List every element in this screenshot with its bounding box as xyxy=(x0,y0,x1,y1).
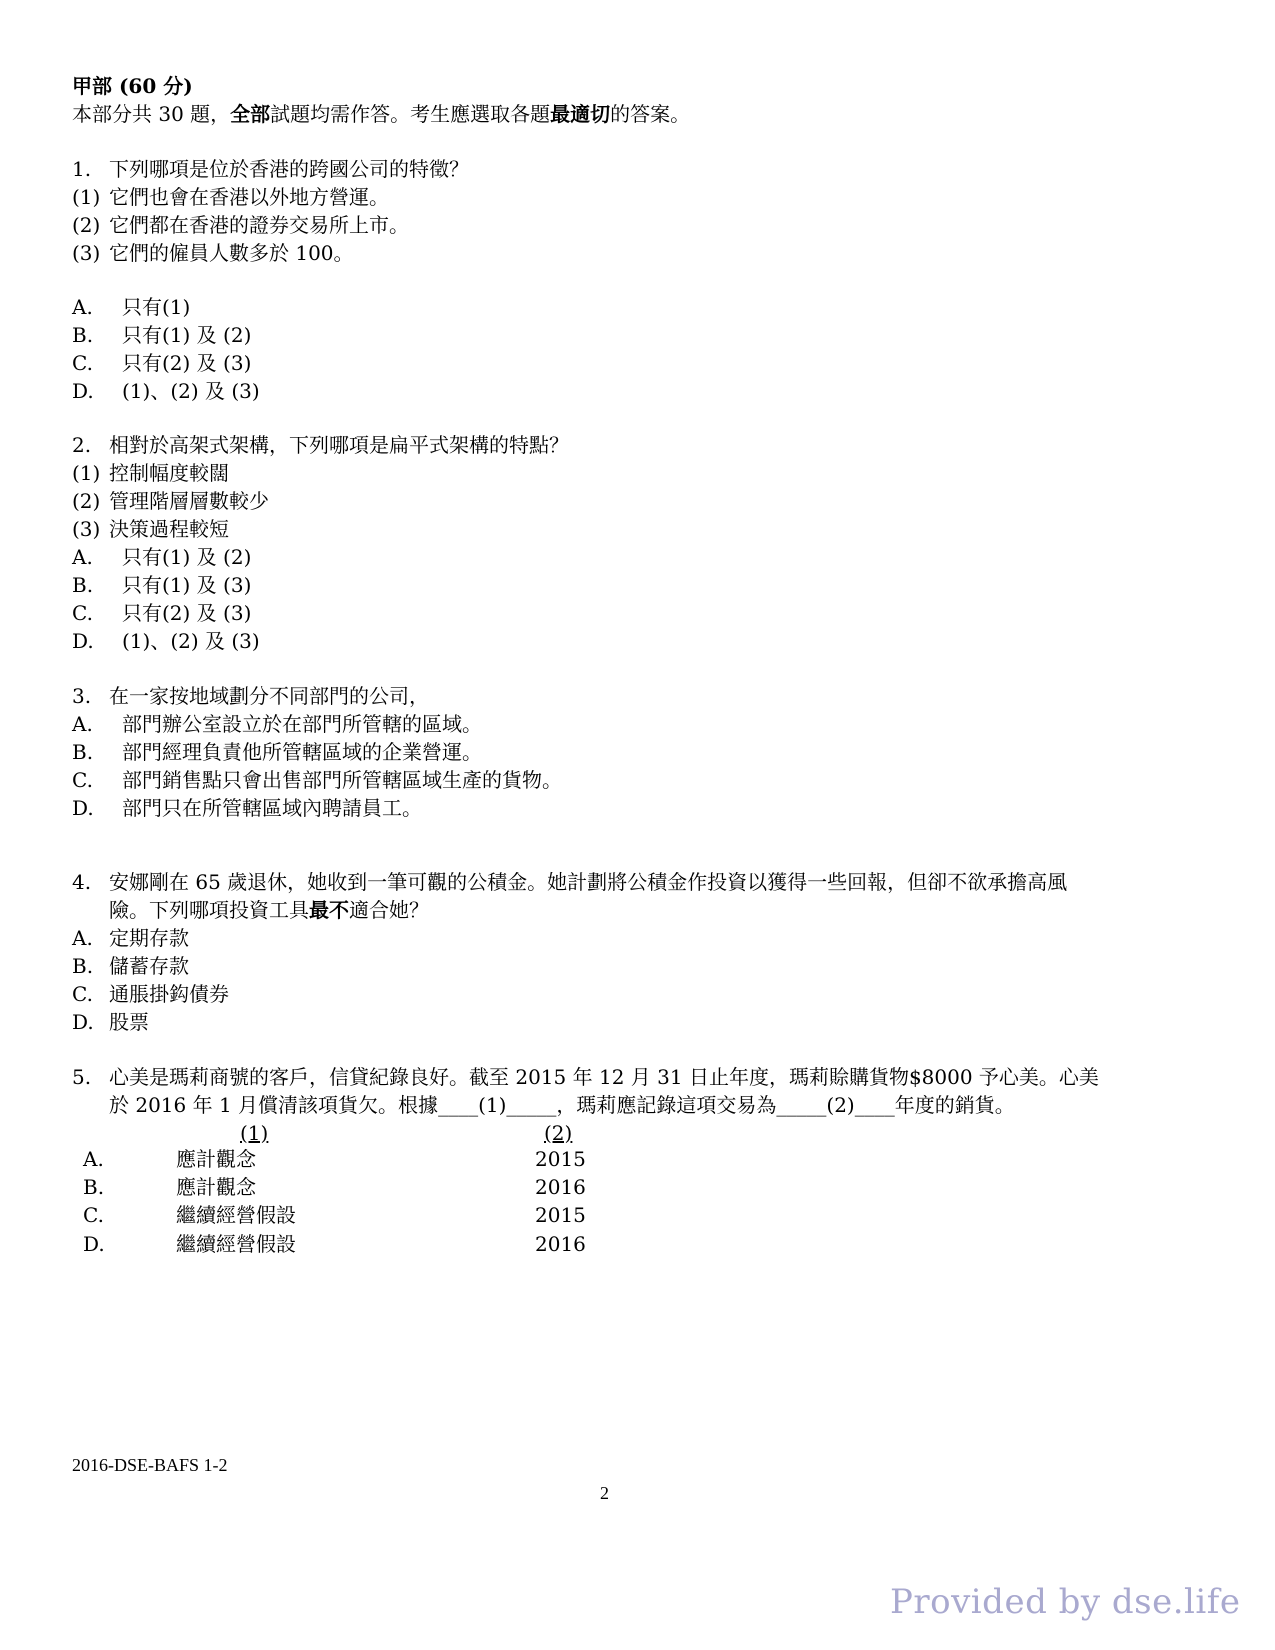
question-2-option-a: A. 只有(1) 及 (2) xyxy=(72,545,252,569)
question-3-stem: 3. 在一家按地域劃分不同部門的公司， xyxy=(72,684,429,708)
question-2-stem: 2. 相對於高架式架構，下列哪項是扁平式架構的特點？ xyxy=(72,433,569,457)
question-5-option-d-col1: 繼續經營假設 xyxy=(176,1232,296,1256)
question-1-option-b: B. 只有(1) 及 (2) xyxy=(72,323,252,347)
watermark-link[interactable]: Provided by dse.life xyxy=(890,1582,1241,1622)
question-2-option-c: C. 只有(2) 及 (3) xyxy=(72,601,252,625)
question-5-option-d-letter: D. xyxy=(83,1232,105,1256)
question-2-option-b: B. 只有(1) 及 (3) xyxy=(72,573,252,597)
question-5-option-c-col1: 繼續經營假設 xyxy=(176,1203,296,1227)
question-3-option-d: D. 部門只在所管轄區域內聘請員工。 xyxy=(72,796,422,820)
page-number: 2 xyxy=(600,1483,609,1503)
question-4-option-c: C. 通脹掛鈎債券 xyxy=(72,982,229,1006)
question-1-item-3: (3) 它們的僱員人數多於 100。 xyxy=(72,241,354,265)
question-4-option-d: D. 股票 xyxy=(72,1010,149,1034)
question-5-stem-cont: 於 2016 年 1 月償清該項貨欠。根據____(1)_____，瑪莉應記錄這項交易為_____(2)____年度的銷貨。 xyxy=(109,1093,1015,1117)
question-1-item-1: (1) 它們也會在香港以外地方營運。 xyxy=(72,185,389,209)
question-5-option-b-col2: 2016 xyxy=(535,1175,586,1199)
question-5-option-b-col1: 應計觀念 xyxy=(176,1175,256,1199)
question-5-option-d-col2: 2016 xyxy=(535,1232,586,1256)
question-4-stem: 4. 安娜剛在 65 歲退休，她收到一筆可觀的公積金。她計劃將公積金作投資以獲得一些回報，但卻不欲承擔高風 xyxy=(72,870,1068,894)
question-5-option-c-col2: 2015 xyxy=(535,1203,586,1227)
question-5-col-1-header: (1) xyxy=(240,1121,269,1145)
question-5-option-c-letter: C. xyxy=(83,1203,104,1227)
question-4-option-a: A. 定期存款 xyxy=(72,926,189,950)
paper-code: 2016-DSE-BAFS 1-2 xyxy=(72,1455,228,1475)
question-5-option-b-letter: B. xyxy=(83,1175,105,1199)
question-4-stem-cont: 險。下列哪項投資工具最不適合她？ xyxy=(109,898,429,922)
question-2-item-2: (2) 管理階層層數較少 xyxy=(72,489,269,513)
question-2-item-1: (1) 控制幅度較闊 xyxy=(72,461,229,485)
question-5-option-a-col1: 應計觀念 xyxy=(176,1147,256,1171)
question-5-option-a-letter: A. xyxy=(83,1147,104,1171)
question-2-option-d: D. (1)、(2) 及 (3) xyxy=(72,629,260,653)
question-2-item-3: (3) 決策過程較短 xyxy=(72,517,229,541)
question-5-option-a-col2: 2015 xyxy=(535,1147,586,1171)
question-1-stem: 1. 下列哪項是位於香港的跨國公司的特徵？ xyxy=(72,157,469,181)
section-instructions: 本部分共 30 題，全部試題均需作答。考生應選取各題最適切的答案。 xyxy=(72,102,691,126)
question-1-option-c: C. 只有(2) 及 (3) xyxy=(72,351,252,375)
blank-1: ____(1)_____ xyxy=(438,1093,557,1117)
question-5-col-2-header: (2) xyxy=(544,1121,573,1145)
question-5-stem: 5. 心美是瑪莉商號的客戶，信貸紀錄良好。截至 2015 年 12 月 31 日止年度，瑪莉賒購貨物$8000 予心美。心美 xyxy=(72,1065,1099,1089)
question-3-option-b: B. 部門經理負責他所管轄區域的企業營運。 xyxy=(72,740,482,764)
blank-2: _____(2)____ xyxy=(776,1093,895,1117)
question-1-item-2: (2) 它們都在香港的證券交易所上市。 xyxy=(72,213,409,237)
question-3-option-a: A. 部門辦公室設立於在部門所管轄的區域。 xyxy=(72,712,482,736)
question-1-option-d: D. (1)、(2) 及 (3) xyxy=(72,379,260,403)
question-3-option-c: C. 部門銷售點只會出售部門所管轄區域生產的貨物。 xyxy=(72,768,562,792)
question-1-option-a: A. 只有(1) xyxy=(72,295,191,319)
question-4-option-b: B. 儲蓄存款 xyxy=(72,954,189,978)
section-title: 甲部 (60 分) xyxy=(72,74,193,98)
